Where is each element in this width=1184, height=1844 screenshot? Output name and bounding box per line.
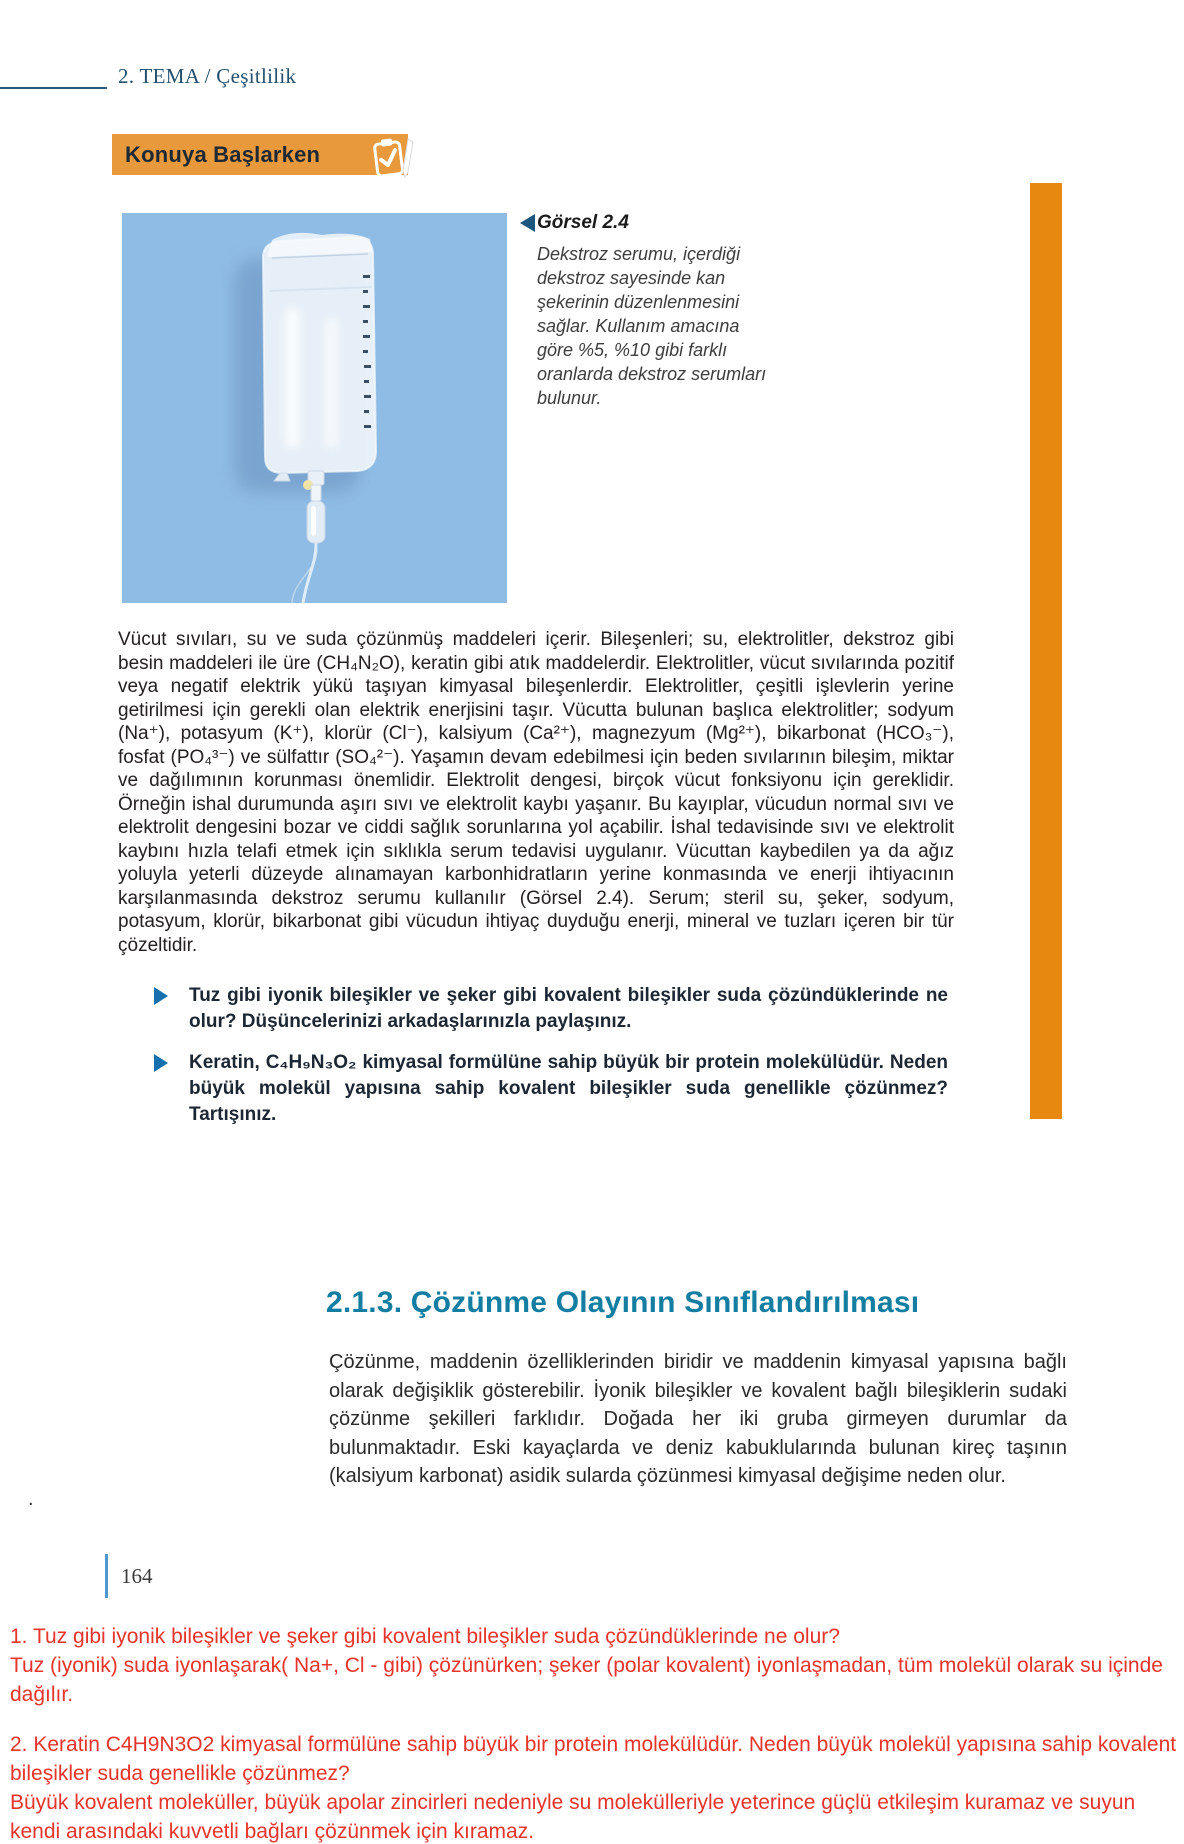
caption-left-arrow-icon	[520, 214, 535, 232]
discussion-list	[154, 983, 948, 1128]
section-heading: 2.1.3. Çözünme Olayının Sınıflandırılması	[326, 1286, 920, 1319]
topic-banner-title: Konuya Başlarken	[125, 141, 321, 167]
answers-gap	[10, 1709, 1178, 1730]
theme-header: 2. TEMA / Çeşitlilik	[118, 64, 297, 88]
bullet-arrow-icon	[154, 987, 168, 1005]
topic-banner	[112, 134, 408, 175]
figure-caption-title: Görsel 2.4	[537, 212, 629, 233]
clipboard-pencil-icon	[368, 136, 420, 187]
handwritten-answers	[10, 1622, 1178, 1844]
discussion-item-text: Keratin, C₄H₉N₃O₂ kimyasal formülüne sahip büyük bir protein molekülüdür. Neden büyük molekül yapısına sahip kovalent bileşikler suda genellikle çözünmez? Tartışınız.	[189, 1052, 948, 1125]
discussion-item-text: Tuz gibi iyonik bileşikler ve şeker gibi kovalent bileşikler suda çözündüklerinde ne olur? Düşüncelerinizi arkadaşlarınızla paylaşınız.	[189, 985, 948, 1032]
handwritten-question-2: 2. Keratin C4H9N3O2 kimyasal formülüne sahip büyük bir protein molekülüdür. Neden büyük molekül yapısına sahip kovalent bileşikler suda genellikle çözünmez?	[10, 1733, 1177, 1785]
bullet-arrow-icon	[154, 1054, 168, 1072]
pencil-icon	[403, 139, 413, 177]
theme-header-rule	[0, 87, 107, 89]
figure-caption-text: Dekstroz serumu, içerdiği dekstroz sayesinde kan şekerinin düzenlenmesini sağlar. Kullanım amacına göre %5, %10 gibi farklı oranlarda dekstroz serumları bulunur.	[537, 244, 767, 408]
handwritten-answer-1: Tuz (iyonik) suda iyonlaşarak( Na+, Cl - gibi) çözünürken; şeker (polar kovalent) iyonlaşmadan, tüm molekül olarak su içinde dağılır.	[10, 1654, 1163, 1706]
page-number-rule	[105, 1554, 108, 1598]
side-accent-bar	[1030, 183, 1062, 1119]
discussion-item	[154, 1050, 948, 1128]
page-number: 164	[121, 1564, 153, 1588]
discussion-item	[154, 983, 948, 1035]
iv-drip-bag-photo	[122, 213, 507, 603]
intro-paragraph: Vücut sıvıları, su ve suda çözünmüş maddeleri içerir. Bileşenleri; su, elektrolitler, dekstroz gibi besin maddeleri ile üre (CH₄N₂O), keratin gibi atık maddelerdir. Elektrolitler, vücut sıvılarında pozitif veya negatif elektrik yükü taşıyan kimyasal bileşenlerdir. Elektrolitler, çeşitli işlevlerin yerine getirilmesi için gerekli olan elektrik enerjisini taşır. Vücutta bulunan başlıca elektrolitler; sodyum (Na⁺), potasyum (K⁺), klorür (Cl⁻), kalsiyum (Ca²⁺), magnezyum (Mg²⁺), bikarbonat (HCO₃⁻), fosfat (PO₄³⁻) ve sülfattır (SO₄²⁻). Yaşamın devam edebilmesi için beden sıvılarının bileşim, miktar ve dağılımının korunması önemlidir. Elektrolit dengesi, birçok vücut fonksiyonu için gereklidir. Örneğin ishal durumunda aşırı sıvı ve elektrolit kaybı yaşanır. Bu kayıplar, vücudun normal sıvı ve elektrolit dengesini bozar ve ciddi sağlık sorunlarına yol açabilir. İshal tedavisinde sıvı ve elektrolit kaybını hızla telafi etmek için sıklıkla serum tedavisi uygulanır. Vücuttan kaybedilen ya da ağız yoluyla yeterli düzeyde alınamayan karbonhidratların yerine konmasında ve enerji ihtiyacının karşılanmasında dekstroz serumu kullanılır (Görsel 2.4). Serum; steril su, şeker, sodyum, potasyum, klorür, bikarbonat gibi vücudun ihtiyaç duyduğu enerji, mineral ve tuzları içeren bir tür çözeltidir.	[118, 629, 954, 956]
section-paragraph: Çözünme, maddenin özelliklerinden biridir ve maddenin kimyasal yapısına bağlı olarak değişiklik gösterebilir. İyonik bileşikler ve kovalent bağlı bileşiklerin sudaki çözünme şekilleri farklıdır. Doğada her iki gruba girmeyen durumlar da bulunmaktadır. Eski kayaçlarda ve deniz kabuklularında bulunan kireç taşının (kalsiyum karbonat) asidik sularda çözünmesi kimyasal değişime neden olur.	[329, 1351, 1067, 1487]
stray-period: .	[28, 1488, 34, 1510]
handwritten-answer-2: Büyük kovalent moleküller, büyük apolar zincirleri nedeniyle su molekülleriyle yeterince güçlü etkileşim kuramaz ve suyun kendi arasındaki kuvvetli bağları çözünmek için kıramaz.	[10, 1791, 1136, 1843]
handwritten-question-1: 1. Tuz gibi iyonik bileşikler ve şeker gibi kovalent bileşikler suda çözündüklerinde ne olur?	[10, 1625, 840, 1648]
figure-caption	[520, 212, 776, 410]
